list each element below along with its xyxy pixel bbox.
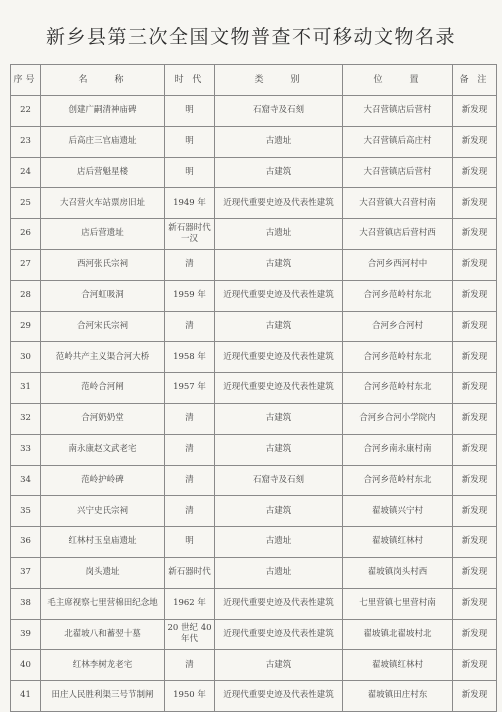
cell-note: 新发现 <box>453 465 497 496</box>
table-row <box>11 126 497 157</box>
cell-name: 兴宁史氏宗祠 <box>41 496 165 527</box>
cell-location: 大召营镇后高庄村 <box>343 126 453 157</box>
cell-category: 古遗址 <box>215 527 343 558</box>
cell-note: 新发现 <box>453 650 497 681</box>
cell-name: 店后营遗址 <box>41 219 165 250</box>
table-row <box>11 373 497 404</box>
cell-location: 翟坡镇田庄村东 <box>343 681 453 712</box>
page-title: 新乡县第三次全国文物普查不可移动文物名录 <box>45 26 456 48</box>
cell-note: 新发现 <box>453 588 497 619</box>
cell-era: 明 <box>165 527 215 558</box>
cell-name: 红林李树龙老宅 <box>41 650 165 681</box>
table-row <box>11 188 497 219</box>
heritage-table <box>10 64 497 712</box>
table-row <box>11 465 497 496</box>
table-row <box>11 219 497 250</box>
cell-name: 范岭护岭碑 <box>41 465 165 496</box>
cell-note: 新发现 <box>453 403 497 434</box>
cell-note: 新发现 <box>453 434 497 465</box>
cell-note: 新发现 <box>453 126 497 157</box>
cell-location: 合河乡范岭村东北 <box>343 280 453 311</box>
cell-note: 新发现 <box>453 188 497 219</box>
cell-location: 翟坡镇兴宁村 <box>343 496 453 527</box>
cell-category: 石窟寺及石刻 <box>215 96 343 127</box>
cell-name: 合河奶奶堂 <box>41 403 165 434</box>
cell-category: 石窟寺及石刻 <box>215 465 343 496</box>
cell-location: 合河乡合河小学院内 <box>343 403 453 434</box>
table-row <box>11 619 497 650</box>
cell-category: 近现代重要史迹及代表性建筑 <box>215 188 343 219</box>
cell-location: 合河乡合河村 <box>343 311 453 342</box>
cell-location: 大召营镇店后营村 <box>343 157 453 188</box>
cell-note: 新发现 <box>453 496 497 527</box>
cell-location: 翟坡镇红林村 <box>343 650 453 681</box>
cell-note: 新发现 <box>453 619 497 650</box>
cell-category: 古遗址 <box>215 557 343 588</box>
cell-era: 1959 年 <box>165 280 215 311</box>
cell-no: 28 <box>11 280 41 311</box>
table-row <box>11 403 497 434</box>
cell-no: 34 <box>11 465 41 496</box>
table-body <box>11 96 497 712</box>
cell-category: 古建筑 <box>215 434 343 465</box>
cell-category: 近现代重要史迹及代表性建筑 <box>215 373 343 404</box>
table-row <box>11 434 497 465</box>
cell-era: 20 世纪 40 年代 <box>165 619 215 650</box>
cell-name: 南永康赵文武老宅 <box>41 434 165 465</box>
cell-location: 翟坡镇北翟坡村北 <box>343 619 453 650</box>
cell-era: 明 <box>165 157 215 188</box>
cell-era: 明 <box>165 96 215 127</box>
cell-location: 翟坡镇岗头村西 <box>343 557 453 588</box>
cell-note: 新发现 <box>453 527 497 558</box>
cell-era: 清 <box>165 434 215 465</box>
cell-name: 西河张氏宗祠 <box>41 249 165 280</box>
cell-era: 清 <box>165 311 215 342</box>
cell-no: 27 <box>11 249 41 280</box>
cell-note: 新发现 <box>453 280 497 311</box>
cell-era: 明 <box>165 126 215 157</box>
cell-note: 新发现 <box>453 373 497 404</box>
table-row <box>11 650 497 681</box>
cell-no: 23 <box>11 126 41 157</box>
cell-era: 1957 年 <box>165 373 215 404</box>
cell-category: 古建筑 <box>215 496 343 527</box>
cell-category: 近现代重要史迹及代表性建筑 <box>215 342 343 373</box>
cell-location: 合河乡西河村中 <box>343 249 453 280</box>
cell-category: 近现代重要史迹及代表性建筑 <box>215 280 343 311</box>
table-row <box>11 496 497 527</box>
cell-name: 创建广嗣清神庙碑 <box>41 96 165 127</box>
cell-note: 新发现 <box>453 219 497 250</box>
cell-location: 大召营镇店后营村 <box>343 96 453 127</box>
cell-location: 七里营镇七里营村南 <box>343 588 453 619</box>
cell-note: 新发现 <box>453 157 497 188</box>
cell-location: 合河乡范岭村东北 <box>343 373 453 404</box>
cell-name: 范岭共产主义渠合河大桥 <box>41 342 165 373</box>
cell-location: 大召营镇大召营村南 <box>343 188 453 219</box>
cell-note: 新发现 <box>453 96 497 127</box>
table-row <box>11 311 497 342</box>
cell-era: 新石器时代 <box>165 557 215 588</box>
cell-category: 古建筑 <box>215 403 343 434</box>
cell-name: 红林村玉皇庙遗址 <box>41 527 165 558</box>
cell-category: 近现代重要史迹及代表性建筑 <box>215 681 343 712</box>
cell-category: 古建筑 <box>215 650 343 681</box>
cell-category: 古建筑 <box>215 249 343 280</box>
cell-name: 北翟坡八和蓄翌十墓 <box>41 619 165 650</box>
table-row <box>11 157 497 188</box>
cell-note: 新发现 <box>453 249 497 280</box>
cell-note: 新发现 <box>453 342 497 373</box>
header-era: 时 代 <box>165 65 215 96</box>
cell-note: 新发现 <box>453 557 497 588</box>
header-name: 名 称 <box>41 65 165 96</box>
cell-era: 1950 年 <box>165 681 215 712</box>
cell-name: 范岭合河闸 <box>41 373 165 404</box>
cell-no: 25 <box>11 188 41 219</box>
cell-location: 翟坡镇红林村 <box>343 527 453 558</box>
table-row <box>11 280 497 311</box>
cell-location: 合河乡范岭村东北 <box>343 465 453 496</box>
cell-era: 清 <box>165 496 215 527</box>
cell-era: 1962 年 <box>165 588 215 619</box>
header-note: 备 注 <box>453 65 497 96</box>
table-row <box>11 96 497 127</box>
cell-name: 后高庄三官庙遗址 <box>41 126 165 157</box>
cell-era: 清 <box>165 465 215 496</box>
header-category: 类 别 <box>215 65 343 96</box>
cell-category: 古建筑 <box>215 311 343 342</box>
header-no: 序号 <box>11 65 41 96</box>
cell-name: 店后营魁星楼 <box>41 157 165 188</box>
table-row <box>11 342 497 373</box>
header-location: 位 置 <box>343 65 453 96</box>
cell-note: 新发现 <box>453 311 497 342</box>
cell-no: 24 <box>11 157 41 188</box>
table-row <box>11 557 497 588</box>
cell-no: 37 <box>11 557 41 588</box>
cell-no: 35 <box>11 496 41 527</box>
cell-no: 36 <box>11 527 41 558</box>
cell-era: 新石器时代一汉 <box>165 219 215 250</box>
cell-category: 古遗址 <box>215 219 343 250</box>
cell-name: 岗头遗址 <box>41 557 165 588</box>
cell-era: 1949 年 <box>165 188 215 219</box>
cell-category: 古建筑 <box>215 157 343 188</box>
cell-category: 近现代重要史迹及代表性建筑 <box>215 619 343 650</box>
cell-era: 1958 年 <box>165 342 215 373</box>
cell-name: 毛主席视察七里营棉田纪念地 <box>41 588 165 619</box>
cell-no: 32 <box>11 403 41 434</box>
cell-name: 田庄人民胜利渠三号节制闸 <box>41 681 165 712</box>
cell-no: 22 <box>11 96 41 127</box>
cell-no: 38 <box>11 588 41 619</box>
cell-no: 30 <box>11 342 41 373</box>
cell-no: 39 <box>11 619 41 650</box>
cell-location: 合河乡南永康村南 <box>343 434 453 465</box>
cell-no: 31 <box>11 373 41 404</box>
cell-era: 清 <box>165 403 215 434</box>
table-row <box>11 249 497 280</box>
cell-era: 清 <box>165 650 215 681</box>
cell-category: 近现代重要史迹及代表性建筑 <box>215 588 343 619</box>
cell-era: 清 <box>165 249 215 280</box>
cell-category: 古遗址 <box>215 126 343 157</box>
table-header-row <box>11 65 497 96</box>
cell-no: 33 <box>11 434 41 465</box>
cell-no: 40 <box>11 650 41 681</box>
table-row <box>11 681 497 712</box>
cell-no: 26 <box>11 219 41 250</box>
table-row <box>11 588 497 619</box>
cell-no: 41 <box>11 681 41 712</box>
cell-location: 合河乡范岭村东北 <box>343 342 453 373</box>
cell-note: 新发现 <box>453 681 497 712</box>
table-row <box>11 527 497 558</box>
cell-location: 大召营镇店后营村西 <box>343 219 453 250</box>
cell-name: 合河宋氏宗祠 <box>41 311 165 342</box>
cell-no: 29 <box>11 311 41 342</box>
cell-name: 合河虹吸洞 <box>41 280 165 311</box>
cell-name: 大召营火车站票房旧址 <box>41 188 165 219</box>
